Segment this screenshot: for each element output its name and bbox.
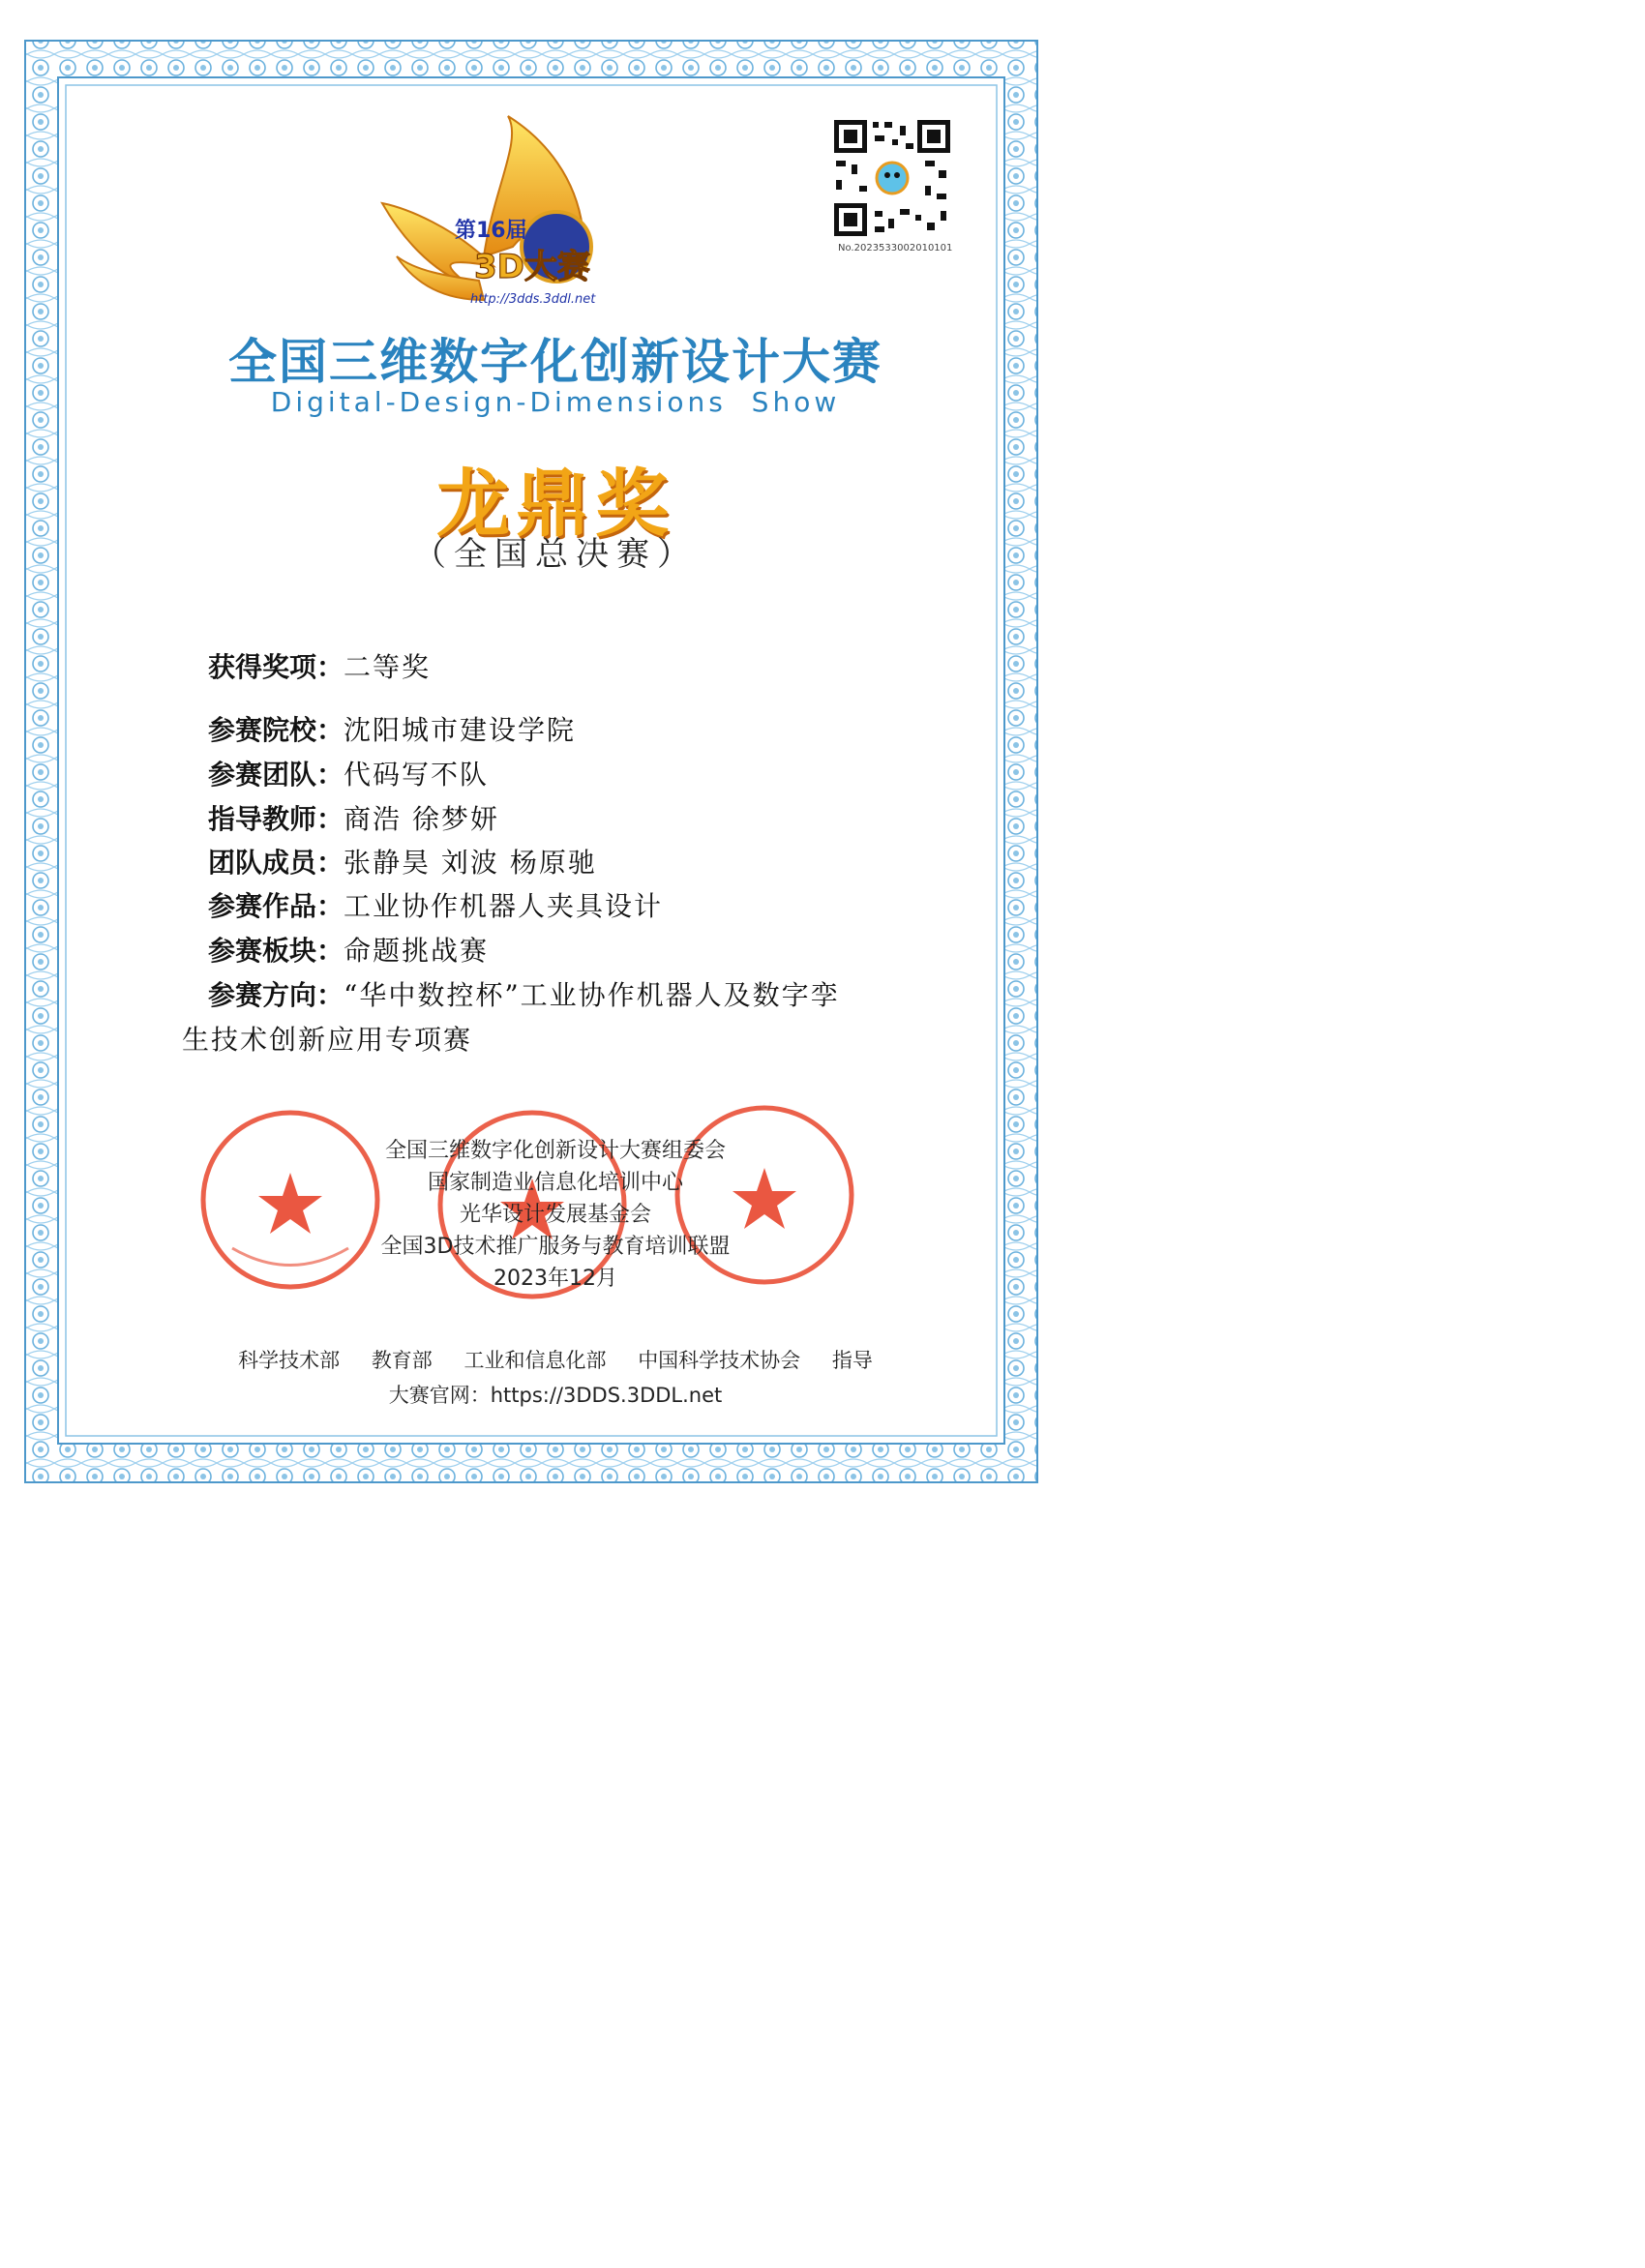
field-label: 参赛板块：: [208, 935, 344, 967]
organizer-line: 全国3D技术推广服务与教育培训联盟: [380, 1235, 731, 1259]
field-label: 参赛团队：: [208, 759, 344, 791]
field-label: 参赛作品：: [208, 890, 344, 922]
qr-code: [832, 118, 952, 238]
field-direction-continuation: 生技术创新应用专项赛: [182, 1024, 473, 1056]
logo-event: 3D大赛: [474, 248, 590, 286]
website: 大赛官网：https://3DDS.3DDL.net: [388, 1384, 723, 1407]
award-stage: （全国总决赛）: [413, 535, 698, 574]
logo-url: http://3dds.3ddl.net: [470, 292, 596, 307]
field-label: 参赛院校：: [208, 714, 344, 746]
field-label: 获得奖项：: [208, 651, 344, 683]
field-value: 工业协作机器人夹具设计: [344, 890, 664, 922]
logo-edition: 第16届: [455, 219, 527, 243]
field-school: [208, 709, 576, 748]
field-project: [208, 885, 663, 924]
field-team: [208, 754, 489, 792]
field-value: 二等奖: [344, 651, 432, 683]
field-value: 代码写不队: [344, 759, 490, 791]
field-members: [208, 842, 597, 880]
field-label: 指导教师：: [208, 803, 344, 835]
certificate-number: No.2023533002010101: [838, 243, 953, 254]
field-direction: [208, 974, 840, 1013]
field-value: “华中数控杯”工业协作机器人及数字孪: [344, 979, 840, 1011]
competition-title: 全国三维数字化创新设计大赛: [228, 334, 882, 390]
field-label: 团队成员：: [208, 847, 344, 879]
field-value: 命题挑战赛: [344, 935, 490, 967]
field-value: 张静昊 刘波 杨原驰: [344, 847, 597, 879]
competition-title-english: Digital-Design-Dimensions Show: [270, 386, 841, 418]
field-advisors: [208, 798, 499, 837]
field-value: 沈阳城市建设学院: [344, 714, 577, 746]
guidance-item: 工业和信息化部: [464, 1349, 607, 1372]
competition-logo: [377, 111, 639, 310]
field-value: 商浩 徐梦妍: [344, 803, 499, 835]
organizer-line: 国家制造业信息化培训中心: [427, 1171, 683, 1195]
organizer-line: 光华设计发展基金会: [459, 1203, 651, 1227]
issue-date: 2023年12月: [494, 1267, 617, 1291]
field-label: 参赛方向：: [208, 979, 344, 1011]
guidance-item: 指导: [831, 1349, 873, 1372]
organizer-line: 全国三维数字化创新设计大赛组委会: [384, 1139, 726, 1163]
guidance-item: 教育部: [371, 1349, 433, 1372]
field-track: [208, 930, 489, 969]
guidance-item: 中国科学技术协会: [638, 1349, 801, 1372]
guidance-line: [0, 1345, 1111, 1374]
guidance-item: 科学技术部: [238, 1349, 341, 1372]
field-award-level: [208, 646, 431, 685]
award-name: 龙鼎奖: [436, 461, 674, 547]
